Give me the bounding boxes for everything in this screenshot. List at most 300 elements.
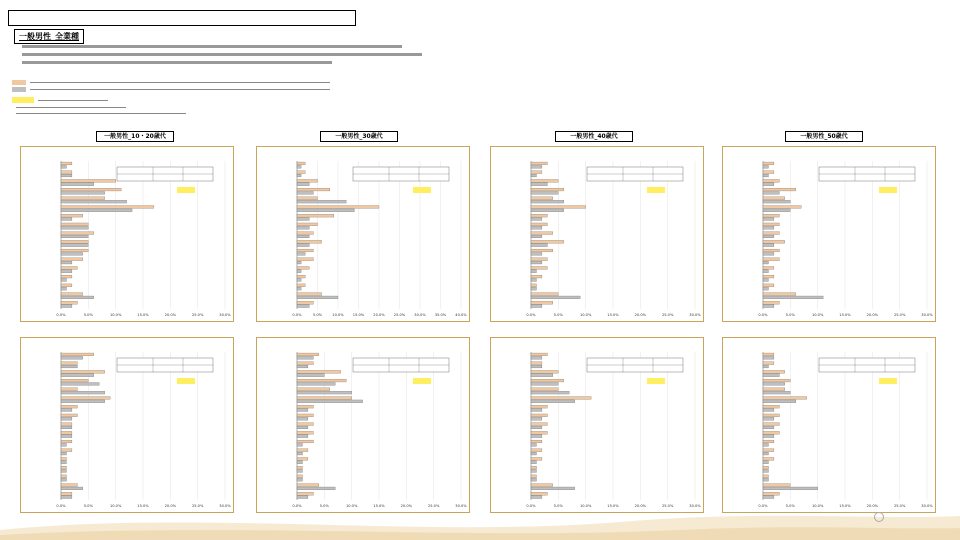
bar-series-2	[61, 183, 94, 186]
bar-series-1	[297, 249, 313, 252]
bar-series-1	[763, 206, 801, 209]
count-row-text	[30, 89, 330, 90]
bar-series-1	[531, 171, 542, 174]
bar-series-1	[763, 458, 774, 461]
bar-series-2	[297, 496, 308, 499]
bar-series-2	[763, 478, 768, 481]
x-tick-label: 10.0%	[332, 313, 344, 317]
bar-series-2	[763, 165, 768, 168]
bar-series-1	[763, 267, 774, 270]
bar-series-1	[61, 423, 72, 426]
bar-series-2	[297, 356, 313, 359]
bar-series-1	[61, 414, 77, 417]
bar-series-1	[531, 388, 558, 391]
note-line	[38, 100, 108, 101]
bar-series-2	[531, 356, 542, 359]
bar-series-1	[763, 414, 779, 417]
x-tick-label: 30.0%	[455, 504, 467, 508]
bar-series-2	[61, 252, 83, 255]
bar-series-1	[531, 492, 547, 495]
group-label: 一般男性_10・20歳代	[96, 131, 174, 142]
bar-series-1	[531, 423, 547, 426]
bar-series-1	[531, 232, 553, 235]
chart-svg	[21, 338, 235, 514]
bar-series-2	[763, 244, 774, 247]
x-tick-label: 30.0%	[689, 313, 701, 317]
bar-series-2	[763, 409, 774, 412]
bar-series-1	[531, 267, 547, 270]
bar-series-1	[531, 370, 558, 373]
chart-svg	[21, 147, 235, 323]
bar-series-2	[297, 270, 301, 273]
bar-series-2	[297, 279, 301, 282]
bar-series-2	[763, 426, 774, 429]
bar-series-1	[61, 179, 116, 182]
bar-series-1	[61, 388, 77, 391]
bar-series-2	[297, 296, 338, 299]
bar-series-2	[297, 487, 335, 490]
x-tick-label: 0.0%	[758, 313, 768, 317]
bar-series-2	[763, 218, 774, 221]
median-table	[587, 167, 683, 181]
x-tick-label: 25.0%	[661, 313, 674, 317]
bar-series-2	[297, 478, 302, 481]
x-tick-label: 10.0%	[579, 504, 592, 508]
highlight-mark	[647, 187, 665, 193]
highlight-swatch	[12, 97, 34, 103]
x-tick-label: 20.0%	[866, 504, 879, 508]
bar-series-1	[61, 379, 88, 382]
bar-series-1	[531, 275, 542, 278]
bar-series-2	[61, 356, 83, 359]
bar-series-1	[531, 293, 558, 296]
x-tick-label: 0.0%	[56, 504, 66, 508]
bar-series-1	[531, 240, 564, 243]
chart-panel	[722, 146, 936, 322]
bar-series-1	[763, 258, 779, 261]
bar-series-1	[763, 440, 774, 443]
bar-series-2	[531, 165, 542, 168]
bar-series-1	[61, 214, 83, 217]
bar-series-1	[297, 214, 334, 217]
info-line	[22, 61, 332, 64]
x-tick-label: 25.0%	[393, 313, 406, 317]
bar-series-2	[61, 296, 94, 299]
footer-wave	[0, 500, 960, 540]
x-tick-label: 10.0%	[579, 313, 592, 317]
bar-series-2	[61, 235, 88, 238]
bar-series-2	[763, 391, 790, 394]
bar-series-2	[61, 400, 105, 403]
x-tick-label: 15.0%	[137, 504, 149, 508]
bar-series-1	[763, 214, 779, 217]
bar-series-2	[61, 365, 77, 368]
bar-series-1	[61, 275, 72, 278]
x-tick-label: 10.0%	[811, 504, 824, 508]
bar-series-1	[531, 249, 553, 252]
bar-series-1	[61, 353, 94, 356]
x-tick-label: 30.0%	[219, 313, 231, 317]
bar-series-1	[763, 388, 785, 391]
bar-series-2	[763, 192, 779, 195]
bar-series-2	[763, 470, 768, 473]
x-tick-label: 20.0%	[634, 504, 647, 508]
bar-series-1	[763, 188, 796, 191]
x-tick-label: 5.0%	[312, 313, 323, 317]
x-tick-label: 30.0%	[219, 504, 231, 508]
bar-series-2	[61, 244, 88, 247]
x-tick-label: 30.0%	[689, 504, 701, 508]
bar-series-1	[763, 397, 807, 400]
bar-series-1	[61, 449, 72, 452]
bar-series-2	[531, 192, 558, 195]
category-label: 一般男性_全業種	[14, 29, 84, 44]
bar-series-2	[61, 443, 66, 446]
bar-series-2	[763, 209, 790, 212]
bar-series-2	[763, 270, 768, 273]
chart-svg	[257, 147, 471, 323]
bar-series-1	[763, 475, 768, 478]
count-row-2024	[12, 87, 532, 95]
bar-series-2	[297, 305, 309, 308]
bar-series-1	[763, 379, 790, 382]
bar-series-2	[297, 470, 302, 473]
info-line	[22, 45, 402, 48]
bar-series-1	[531, 197, 553, 200]
bar-series-1	[297, 431, 313, 434]
bar-series-2	[297, 374, 324, 377]
bar-series-1	[297, 171, 305, 174]
bar-series-1	[531, 431, 547, 434]
bar-series-1	[531, 466, 536, 469]
bar-series-2	[61, 374, 94, 377]
bar-series-1	[531, 414, 547, 417]
x-tick-label: 5.0%	[83, 504, 93, 508]
bar-series-2	[763, 374, 779, 377]
x-tick-label: 0.0%	[758, 504, 768, 508]
bar-series-1	[61, 162, 72, 165]
bar-series-2	[763, 261, 768, 264]
bar-series-2	[531, 435, 542, 438]
bar-series-2	[61, 279, 66, 282]
bar-series-1	[61, 458, 66, 461]
x-tick-label: 15.0%	[607, 313, 619, 317]
bar-series-2	[61, 478, 66, 481]
note-line	[16, 113, 186, 114]
bar-series-2	[763, 287, 768, 290]
bar-series-1	[763, 275, 774, 278]
bar-series-1	[297, 232, 313, 235]
bar-series-1	[531, 188, 564, 191]
bar-series-1	[61, 258, 83, 261]
bar-series-1	[61, 171, 72, 174]
group-label: 一般男性_30歳代	[320, 131, 398, 142]
chart-svg	[491, 338, 705, 514]
bar-series-2	[763, 305, 774, 308]
bar-series-2	[763, 356, 774, 359]
bar-series-1	[763, 284, 774, 287]
x-tick-label: 25.0%	[661, 504, 674, 508]
bar-series-1	[297, 162, 305, 165]
bar-series-1	[61, 370, 105, 373]
bar-series-2	[763, 417, 774, 420]
bar-series-2	[531, 452, 536, 455]
chart-svg	[491, 147, 705, 323]
x-tick-label: 20.0%	[866, 313, 879, 317]
x-tick-label: 5.0%	[319, 504, 329, 508]
bar-series-2	[61, 383, 99, 386]
bar-series-2	[763, 226, 774, 229]
x-tick-label: 10.0%	[811, 313, 824, 317]
bar-series-1	[61, 223, 88, 226]
chart-svg	[257, 338, 471, 514]
bar-series-2	[531, 226, 542, 229]
bar-series-2	[531, 443, 536, 446]
survey-info	[22, 45, 582, 69]
bar-series-1	[763, 423, 779, 426]
chart-panel	[20, 337, 234, 513]
bar-series-1	[763, 232, 779, 235]
bar-series-2	[531, 261, 542, 264]
bar-series-1	[297, 492, 313, 495]
x-tick-label: 10.0%	[345, 504, 358, 508]
bar-series-2	[531, 287, 536, 290]
bar-series-2	[763, 296, 823, 299]
bar-series-2	[297, 226, 309, 229]
x-tick-label: 5.0%	[83, 313, 93, 317]
note-line	[16, 107, 126, 108]
x-tick-label: 0.0%	[292, 313, 302, 317]
bar-series-2	[297, 252, 305, 255]
x-tick-label: 15.0%	[352, 313, 365, 317]
bar-series-1	[61, 240, 88, 243]
bar-series-2	[297, 435, 308, 438]
bar-series-2	[61, 287, 66, 290]
bar-series-1	[531, 362, 542, 365]
bar-series-1	[61, 284, 72, 287]
bar-series-1	[531, 301, 553, 304]
bar-series-2	[763, 435, 774, 438]
x-tick-label: 0.0%	[292, 504, 302, 508]
bar-series-1	[763, 301, 779, 304]
bar-series-2	[297, 417, 308, 420]
bar-series-1	[297, 258, 313, 261]
x-tick-label: 25.0%	[893, 313, 906, 317]
bar-series-2	[297, 235, 309, 238]
highlight-mark	[879, 187, 897, 193]
bar-series-1	[297, 223, 318, 226]
bar-series-1	[763, 362, 774, 365]
bar-series-2	[763, 461, 768, 464]
bar-series-1	[531, 440, 542, 443]
group-label: 一般男性_50歳代	[785, 131, 863, 142]
bar-series-1	[297, 370, 341, 373]
bar-series-1	[531, 284, 536, 287]
bar-series-2	[297, 391, 352, 394]
x-tick-label: 35.0%	[434, 313, 447, 317]
x-tick-label: 40.0%	[455, 313, 467, 317]
chart-svg	[723, 338, 937, 514]
x-tick-label: 25.0%	[191, 504, 204, 508]
bar-series-1	[297, 197, 318, 200]
x-tick-label: 5.0%	[785, 504, 795, 508]
x-tick-label: 30.0%	[921, 504, 933, 508]
bar-series-1	[61, 431, 72, 434]
bar-series-1	[61, 267, 77, 270]
bar-series-2	[297, 174, 301, 177]
bar-series-1	[61, 440, 72, 443]
bar-series-1	[531, 475, 536, 478]
bar-series-1	[763, 431, 779, 434]
bar-series-2	[531, 487, 575, 490]
bar-series-2	[531, 417, 542, 420]
bar-series-2	[763, 235, 774, 238]
swatch-2024	[12, 87, 26, 92]
bar-series-2	[531, 305, 542, 308]
bar-series-1	[763, 179, 779, 182]
bar-series-2	[61, 391, 105, 394]
x-tick-label: 20.0%	[164, 504, 177, 508]
bar-series-1	[61, 362, 77, 365]
bar-series-2	[61, 426, 72, 429]
bar-series-2	[531, 365, 542, 368]
bar-series-2	[763, 252, 774, 255]
bar-series-2	[531, 244, 547, 247]
bar-series-2	[763, 174, 768, 177]
bar-series-1	[297, 388, 330, 391]
bar-series-1	[297, 458, 308, 461]
bar-series-2	[531, 461, 536, 464]
bar-series-1	[531, 214, 547, 217]
x-tick-label: 0.0%	[526, 504, 536, 508]
bar-series-2	[61, 417, 72, 420]
bar-series-2	[61, 165, 66, 168]
chart-panel	[256, 146, 470, 322]
x-tick-label: 10.0%	[109, 504, 122, 508]
chart-panel	[256, 337, 470, 513]
bar-series-2	[297, 209, 354, 212]
bar-series-1	[297, 284, 305, 287]
x-tick-label: 25.0%	[427, 504, 440, 508]
bar-series-2	[297, 244, 309, 247]
bar-series-1	[297, 240, 322, 243]
bar-series-1	[297, 405, 313, 408]
bar-series-1	[61, 249, 88, 252]
bar-series-1	[297, 466, 302, 469]
bar-series-2	[61, 261, 72, 264]
median-table	[819, 358, 915, 372]
x-tick-label: 0.0%	[526, 313, 536, 317]
bar-series-2	[61, 209, 132, 212]
bar-series-1	[297, 179, 318, 182]
group-label: 一般男性_40歳代	[555, 131, 633, 142]
bar-series-2	[531, 391, 569, 394]
x-tick-label: 10.0%	[109, 313, 122, 317]
bar-series-1	[297, 267, 309, 270]
bar-series-2	[763, 183, 774, 186]
bar-series-1	[763, 370, 785, 373]
bar-series-2	[531, 470, 536, 473]
count-row-text	[30, 82, 330, 83]
bar-series-1	[531, 162, 547, 165]
x-tick-label: 25.0%	[191, 313, 204, 317]
bar-series-2	[297, 218, 309, 221]
median-table	[353, 358, 449, 372]
bar-series-2	[61, 452, 66, 455]
bar-series-1	[763, 484, 790, 487]
x-tick-label: 30.0%	[414, 313, 426, 317]
bar-series-1	[531, 458, 542, 461]
bar-series-2	[61, 435, 72, 438]
bar-series-1	[61, 197, 105, 200]
x-tick-label: 20.0%	[634, 313, 647, 317]
bar-series-2	[763, 452, 768, 455]
bar-series-1	[531, 179, 558, 182]
highlight-mark	[647, 378, 665, 384]
bar-series-2	[763, 200, 790, 203]
bar-series-1	[763, 240, 785, 243]
bar-series-1	[763, 223, 779, 226]
bar-series-1	[763, 162, 774, 165]
bar-series-2	[61, 496, 72, 499]
bar-series-1	[297, 414, 313, 417]
x-tick-label: 25.0%	[893, 504, 906, 508]
highlight-mark	[879, 378, 897, 384]
bar-series-2	[531, 374, 553, 377]
x-tick-label: 15.0%	[137, 313, 149, 317]
bar-series-1	[531, 353, 547, 356]
bar-series-2	[297, 192, 313, 195]
x-tick-label: 15.0%	[607, 504, 619, 508]
bar-series-2	[531, 400, 575, 403]
x-tick-label: 15.0%	[839, 504, 851, 508]
swatch-2023	[12, 80, 26, 85]
bar-series-2	[297, 365, 308, 368]
bar-series-2	[531, 270, 536, 273]
bar-series-1	[763, 449, 774, 452]
bar-series-2	[763, 400, 796, 403]
bar-series-1	[531, 397, 591, 400]
bar-series-1	[763, 249, 779, 252]
bar-series-2	[61, 218, 72, 221]
x-tick-label: 5.0%	[553, 504, 563, 508]
bar-series-1	[297, 293, 322, 296]
bar-series-1	[763, 197, 785, 200]
chart-panel	[20, 146, 234, 322]
bar-series-1	[763, 171, 774, 174]
bar-series-2	[531, 426, 542, 429]
bar-series-1	[531, 405, 547, 408]
x-tick-label: 15.0%	[839, 313, 851, 317]
bar-series-1	[61, 301, 77, 304]
bar-series-1	[763, 293, 796, 296]
bar-series-1	[297, 440, 313, 443]
bar-series-2	[763, 279, 768, 282]
bar-series-1	[61, 484, 77, 487]
bar-series-2	[531, 496, 542, 499]
bar-series-2	[297, 200, 346, 203]
bar-series-2	[297, 261, 301, 264]
bar-series-1	[61, 466, 66, 469]
info-line	[22, 53, 422, 56]
bar-series-2	[61, 192, 105, 195]
bar-series-2	[297, 461, 302, 464]
bar-series-1	[61, 293, 83, 296]
bar-series-1	[297, 484, 319, 487]
bar-series-1	[61, 206, 154, 209]
x-tick-label: 5.0%	[785, 313, 795, 317]
bar-series-1	[61, 492, 72, 495]
